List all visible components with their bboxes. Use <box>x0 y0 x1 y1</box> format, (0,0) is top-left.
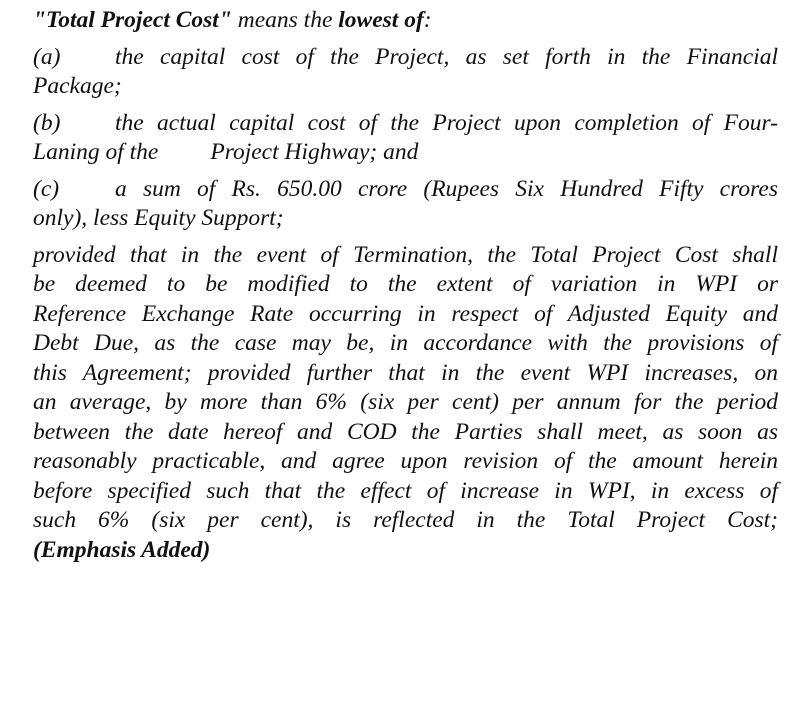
clause-a-text: the capital cost of the Project, as set forth in the Financial <box>115 43 778 70</box>
emphasis-added: (Emphasis Added) <box>33 536 211 563</box>
proviso-paragraph <box>33 241 778 566</box>
clause-a <box>33 43 778 102</box>
proviso-line: such 6% (six per cent), is reflected in the Total Project Cost; <box>33 507 778 533</box>
proviso-line: Reference Exchange Rate occurring in respect of Adjusted Equity and <box>33 300 778 327</box>
clause-b-label: (b) <box>33 109 61 136</box>
definition-heading <box>33 6 778 36</box>
defined-term: "Total Project Cost" <box>33 7 232 33</box>
clause-c-text: a sum of Rs. 650.00 crore (Rupees Six Hundred Fifty crores <box>115 175 778 202</box>
proviso-line: be deemed to be modified to the extent of variation in WPI or <box>33 271 778 297</box>
clause-c-label: (c) <box>33 175 60 202</box>
clause-b-text: the actual capital cost of the Project upon completion of Four- <box>115 109 778 136</box>
proviso-line: provided that in the event of Termination, the Total Project Cost shall <box>33 241 778 268</box>
clause-a-line-1 <box>33 43 778 73</box>
definition-colon: : <box>423 7 432 33</box>
document-page <box>33 6 778 565</box>
clause-b-line-2b: Project Highway; and <box>210 139 419 165</box>
clause-b-line-2a: Laning of the <box>33 139 159 165</box>
clause-c-line-1 <box>33 175 778 205</box>
proviso-line: an average, by more than 6% (six per cent) per annum for the period <box>33 389 778 415</box>
clause-a-label: (a) <box>33 43 61 70</box>
clause-c <box>33 175 778 234</box>
proviso-line: between the date hereof and COD the Parties shall meet, as soon as <box>33 418 778 445</box>
clause-a-line-2: Package; <box>33 73 122 99</box>
emphasis-note <box>33 536 778 566</box>
definition-means: means the <box>231 7 339 33</box>
proviso-line: before specified such that the effect of increase in WPI, in excess of <box>33 477 778 504</box>
definition-lowest: lowest of <box>338 7 424 33</box>
clause-b-line-1 <box>33 109 778 139</box>
clause-b-line-2 <box>33 138 778 168</box>
proviso-line: reasonably practicable, and agree upon revision of the amount herein <box>33 448 778 474</box>
clause-b <box>33 109 778 168</box>
proviso-line: Debt Due, as the case may be, in accordance with the provisions of <box>33 330 778 356</box>
clause-c-line-2: only), less Equity Support; <box>33 205 284 231</box>
proviso-line: this Agreement; provided further that in the event WPI increases, on <box>33 359 778 386</box>
